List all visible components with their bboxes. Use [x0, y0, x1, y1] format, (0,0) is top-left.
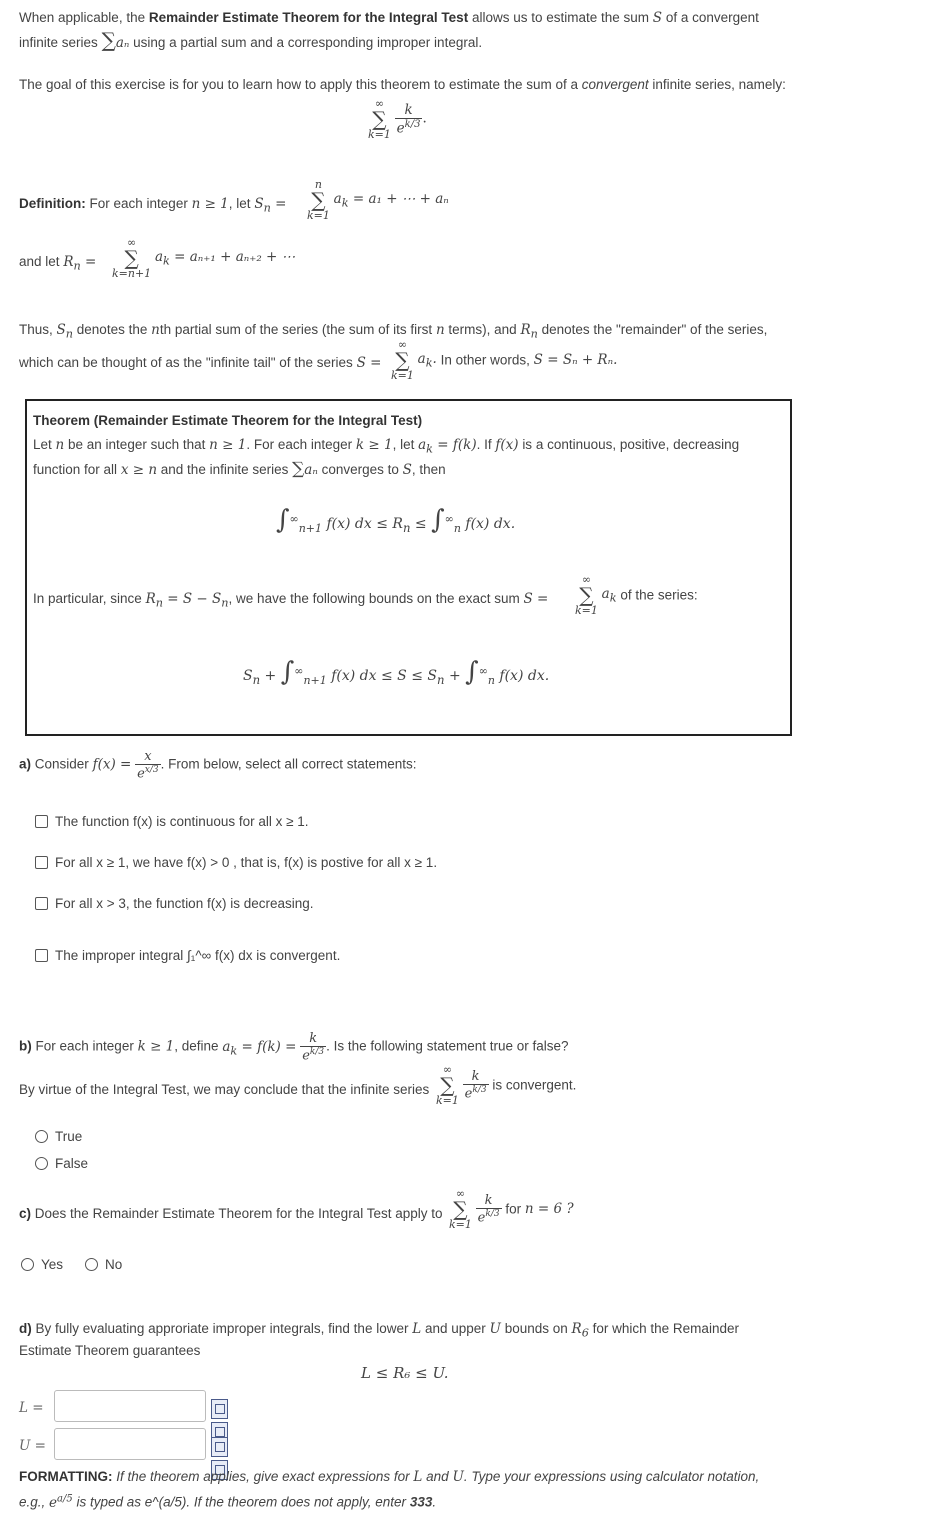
checkbox[interactable] [35, 949, 48, 962]
radio[interactable] [85, 1258, 98, 1271]
intro-line1: When applicable, the Remainder Estimate Theorem for the Integral Test allows us to estimate the sum S of a convergent [19, 10, 759, 26]
formatting-line2: e.g., $e^{a/5}$ is typed as e^(a/5). If the theorem does not apply, enter 333. [19, 1493, 437, 1511]
part-c-no[interactable]: No [85, 1257, 122, 1272]
thus-line1: Thus, $S_n$ denotes the nth partial sum of the series (the sum of its first n terms), and $R_n$ denotes the "remainder" of the series, [19, 322, 768, 341]
checkbox[interactable] [35, 897, 48, 910]
part-c-series: ∞ ∑ k=1 $\frac{k}{e^{k/3}}$ for n = 6 ? [449, 1187, 574, 1231]
part-d-prompt: d) By fully evaluating approriate improper integrals, find the lower L and upper U bounds on $R_6$ for which the Remainder [19, 1321, 739, 1340]
U-label: U = [19, 1438, 46, 1454]
part-d-prompt-2: Estimate Theorem guarantees [19, 1343, 201, 1358]
part-a-option-1[interactable]: The function f(x) is continuous for all x ≥ 1. [35, 814, 309, 829]
definition-rn: and let $R_n$ = [19, 254, 97, 273]
goal-series: ∞ ∑ k=1 $\frac{k}{e^{k/3}}$ . [368, 97, 427, 141]
part-b-true[interactable]: True [35, 1129, 82, 1144]
theorem-line2: function for all x ≥ n and the infinite series ∑aₙ converges to S, then [33, 459, 446, 479]
formatting-line1: FORMATTING: If the theorem applies, give exact expressions for L and U. Type your expressions using calculator notation, [19, 1469, 760, 1485]
intro-line2: infinite series ∑aₙ using a partial sum and a corresponding improper integral. [19, 28, 483, 52]
theorem-bounds: $S_n + \int^\infty_{n+1}$ f(x) dx ≤ $S \le S_n + \int^\infty_n$ f(x) dx. [243, 657, 550, 687]
definition-rn-sum: ∞ ∑ k=n+1 $a_k = a_{n+1} + a_{n+2}$ + ⋯ [112, 236, 296, 280]
part-b-false[interactable]: False [35, 1156, 88, 1171]
equation-editor-icon[interactable] [211, 1399, 228, 1419]
L-label: L = [19, 1400, 44, 1416]
thus-sum: ∞ ∑ k=1 $a_k$. In other words, S = Sₙ + Rₙ. [391, 338, 618, 382]
L-tools[interactable] [211, 1399, 245, 1419]
part-b-prompt: b) For each integer k ≥ 1, define $a_k = f(k)$ = $\frac{k}{e^{k/3}}$ . Is the following statement true or false? [19, 1031, 569, 1064]
theorem-particular: In particular, since $R_n = S - S_n$, we have the following bounds on the exact sum S = [33, 591, 549, 610]
part-b-statement: By virtue of the Integral Test, we may conclude that the infinite series [19, 1082, 430, 1097]
part-a-option-4[interactable]: The improper integral ∫₁^∞ f(x) dx is convergent. [35, 948, 340, 963]
part-c-prompt: c) Does the Remainder Estimate Theorem for the Integral Test apply to [19, 1206, 443, 1221]
U-tools[interactable] [211, 1437, 245, 1457]
L-input[interactable] [54, 1390, 206, 1422]
radio[interactable] [35, 1130, 48, 1143]
thus-line2: which can be thought of as the "infinite tail" of the series S = [19, 355, 382, 371]
part-b-series: ∞ ∑ k=1 $\frac{k}{e^{k/3}}$ is convergent. [436, 1063, 577, 1107]
part-a-prompt: a) Consider f(x) = $\frac{x}{e^{x/3}}$ . From below, select all correct statements: [19, 749, 417, 782]
theorem-title: Theorem (Remainder Estimate Theorem for the Integral Test) [33, 413, 423, 428]
U-input[interactable] [54, 1428, 206, 1460]
theorem-sum: ∞ ∑ k=1 $a_k$ of the series: [575, 573, 698, 617]
checkbox[interactable] [35, 856, 48, 869]
part-c-yes[interactable]: Yes [21, 1257, 63, 1272]
part-a-option-3[interactable]: For all x > 3, the function f(x) is decreasing. [35, 896, 314, 911]
goal-text: The goal of this exercise is for you to learn how to apply this theorem to estimate the sum of a convergent infinite series, namely: [19, 77, 786, 92]
definition-sum: n ∑ k=1 $a_k = a_1$ + ⋯ + aₙ [307, 178, 449, 222]
theorem-line1: Let n be an integer such that n ≥ 1. For each integer k ≥ 1, let $a_k = f(k)$. If f(x) is a continuous, positive, decreasing [33, 437, 740, 456]
theorem-inequality: $\int^\infty_{n+1}$ f(x) dx ≤ $R_n \le \int^\infty_n$ f(x) dx. [276, 505, 516, 535]
definition-line: Definition: For each integer n ≥ 1, let $S_n$ = [19, 196, 287, 215]
equation-editor-icon[interactable] [211, 1437, 228, 1457]
part-d-inequality: L ≤ R₆ ≤ U. [361, 1364, 449, 1382]
part-a-option-2[interactable]: For all x ≥ 1, we have f(x) > 0 , that is, f(x) is postive for all x ≥ 1. [35, 855, 437, 870]
checkbox[interactable] [35, 815, 48, 828]
radio[interactable] [35, 1157, 48, 1170]
radio[interactable] [21, 1258, 34, 1271]
